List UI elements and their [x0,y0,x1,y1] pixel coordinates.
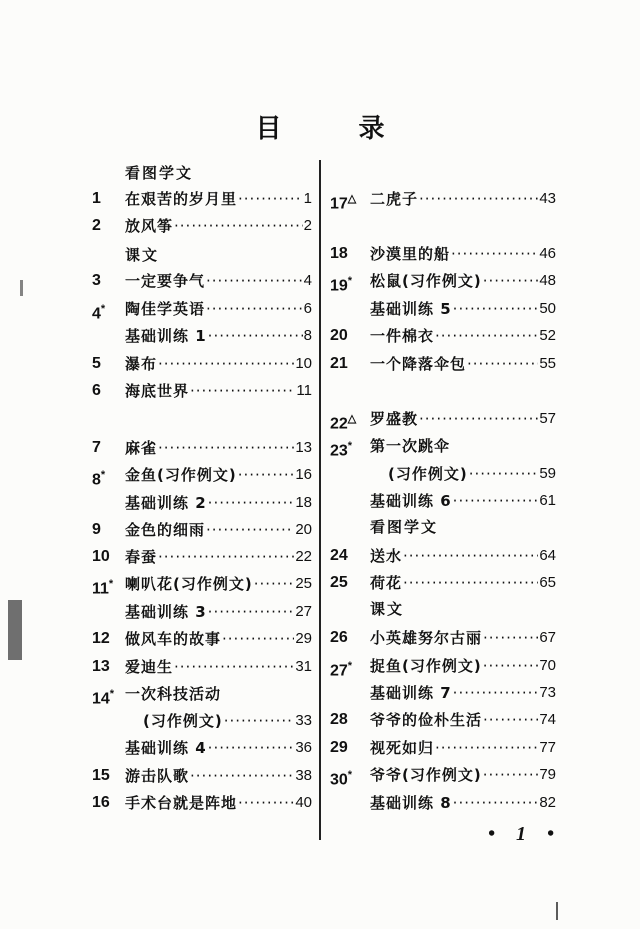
page-ref: 4 [303,272,312,289]
lesson-mark: * [347,275,353,287]
page-ref: 25 [295,575,312,592]
toc-entry [0,351,640,377]
toc-entry [0,296,640,322]
page-ref: 27 [295,603,312,620]
lesson-title: 游击队歌 [125,767,190,785]
toc-entry-line [370,570,556,596]
lesson-mark: * [347,769,353,781]
page-ref: 77 [539,739,556,756]
lesson-title: 捉鱼(习作例文) [370,657,482,675]
page-ref: 59 [539,465,556,482]
toc-entry-line [370,790,556,816]
lesson-number [330,762,352,793]
toc-entry-line [370,653,556,679]
lesson-number-text: 25 [330,574,348,591]
toc-entry [0,241,640,267]
lesson-title: 罗盛教 [370,410,419,428]
scan-speck [20,280,23,296]
toc-entry-line [370,543,556,569]
lesson-number-text: 3 [92,272,101,289]
dot-leader [419,186,538,212]
lesson-title: 基础训练 6 [370,492,452,510]
toc-entry [0,680,640,706]
toc-entry-line [370,186,556,212]
page-ref: 40 [295,794,312,811]
dot-leader [483,707,538,733]
dot-leader [208,599,295,625]
toc-entry [0,735,640,761]
toc-entry [0,707,640,733]
lesson-number [330,735,348,761]
toc-entry-line [370,351,556,377]
dot-leader [451,241,538,267]
toc-entry [0,790,640,816]
lesson-number-text: 9 [92,521,101,538]
lesson-mark: * [100,469,106,481]
toc-entry [0,378,640,404]
page-ref: 2 [303,217,312,234]
dot-leader [453,790,539,816]
page-ref: 18 [295,494,312,511]
toc-entry [0,323,640,349]
lesson-title: 第一次跳伞 [370,437,451,455]
toc-entry [0,488,640,514]
lesson-number-text: 30 [330,771,348,789]
page-ref: 33 [295,712,312,729]
lesson-title: 麻雀 [125,439,158,457]
toc-entry-line [370,680,556,706]
lesson-number-text: 11 [92,580,109,598]
lesson-title: 爱迪生 [125,658,174,676]
toc-entry-line [370,707,556,733]
toc-entry-line [370,296,556,322]
lesson-number [92,213,101,239]
page-ref: 31 [295,658,312,675]
lesson-number [330,323,348,349]
lesson-number [330,433,352,464]
toc-entry-line [370,268,556,294]
lesson-mark: △ [347,193,357,205]
lesson-number-text: 22 [330,415,348,433]
dot-leader [469,461,539,487]
lesson-number-text: 14 [92,690,110,708]
page-ref: 64 [539,547,556,564]
page-ref: 50 [539,300,556,317]
lesson-title: 爷爷(习作例文) [370,766,482,784]
lesson-number [330,625,348,651]
page-ref: 82 [539,794,556,811]
lesson-number-text: 13 [92,658,110,675]
page-ref: 16 [295,466,312,483]
lesson-title: 基础训练 3 [125,603,207,621]
page-ref: 8 [303,327,312,344]
lesson-number [330,570,348,596]
toc-entry [0,186,640,212]
lesson-number [330,268,352,299]
lesson-title: 春蚕 [125,548,158,566]
lesson-number-text: 12 [92,630,110,647]
lesson-number-text: 21 [330,355,348,372]
dot-leader [467,351,538,377]
toc-entry-line [125,599,312,625]
page-ref: 11 [296,382,312,399]
page-ref: 57 [539,410,556,427]
toc-entry [0,570,640,596]
toc-entry-line [388,461,556,487]
lesson-title: 沙漠里的船 [370,245,451,263]
lesson-title: 基础训练 7 [370,684,452,702]
lesson-mark: * [100,303,106,315]
lesson-title: 送水 [370,547,403,565]
page-ref: 22 [295,548,312,565]
toc-entry [0,268,640,294]
page-ref: 1 [303,190,312,207]
lesson-title: 金色的细雨 [125,521,206,539]
lesson-title: 一个降落伞包 [370,355,467,373]
dot-leader [206,517,294,543]
lesson-number-text: 4 [92,305,101,323]
lesson-title: 爷爷的俭朴生活 [370,711,483,729]
lesson-title: 基础训练 4 [125,739,207,757]
lesson-title: 放风筝 [125,217,174,235]
dot-leader [435,735,538,761]
page-ref: 48 [539,272,556,289]
lesson-number-text: 24 [330,547,348,564]
toc-entry-line [370,406,556,432]
scan-speck [556,902,558,920]
lesson-number-text: 23 [330,442,348,460]
page-ref: 55 [539,355,556,372]
lesson-title: 小英雄努尔古丽 [370,629,483,647]
lesson-title: 松鼠(习作例文) [370,272,482,290]
dot-leader [453,680,539,706]
lesson-title: 荷花 [370,574,403,592]
lesson-title: 一次科技活动 [125,685,222,703]
toc-entry [0,517,640,543]
page-ref: 70 [539,657,556,674]
lesson-title: 喇叭花(习作例文) [125,575,253,593]
page-ref: 52 [539,327,556,344]
lesson-mark: * [347,660,353,672]
page-ref: 6 [303,300,312,317]
lesson-title: 基础训练 1 [125,327,207,345]
toc-entry [0,543,640,569]
page-ref: 61 [539,492,556,509]
page-ref: 43 [539,190,556,207]
lesson-title: (习作例文) [143,712,223,730]
page-ref: 38 [295,767,312,784]
lesson-number-text: 20 [330,327,348,344]
toc-entry [0,599,640,625]
lesson-title: 在艰苦的岁月里 [125,190,238,208]
lesson-title: 二虎子 [370,190,419,208]
lesson-mark: * [108,578,114,590]
lesson-number-text: 18 [330,245,348,262]
lesson-number-text: 27 [330,662,348,680]
dot-leader [453,488,539,514]
page-ref: 73 [539,684,556,701]
lesson-number-text: 16 [92,794,110,811]
dot-leader [453,296,539,322]
section-heading-picture-reading-left: 看图学文 [125,164,194,182]
lesson-title: 金鱼(习作例文) [125,466,237,484]
toc-entry-line [370,488,556,514]
lesson-number [330,707,348,733]
lesson-number-text: 10 [92,548,110,565]
lesson-title: 一件棉衣 [370,327,435,345]
lesson-number [330,351,348,377]
dot-leader [483,625,538,651]
section-heading-texts-right: 课文 [370,600,405,618]
toc-entry [0,625,640,651]
lesson-number-text: 15 [92,767,110,784]
lesson-number-text: 5 [92,355,101,372]
dot-leader [403,543,538,569]
lesson-title: 做风车的故事 [125,630,222,648]
lesson-number [330,186,356,217]
dot-leader [419,406,538,432]
lesson-number [92,378,101,404]
lesson-title: 基础训练 8 [370,794,452,812]
toc-entry [0,461,640,487]
toc-entry [0,653,640,679]
page-ref: 79 [539,766,556,783]
lesson-number-text: 17 [330,195,348,213]
lesson-number-text: 19 [330,277,348,295]
page-ref: 29 [295,630,312,647]
lesson-title: 手术台就是阵地 [125,794,238,812]
toc-entry-line [370,241,556,267]
lesson-title: 瀑布 [125,355,158,373]
lesson-mark: △ [347,413,357,425]
section-heading-texts-left: 课文 [125,246,160,264]
page-title: 目 录 [255,114,419,144]
dot-leader [483,653,539,679]
lesson-number-text: 6 [92,382,101,399]
dot-leader [483,762,539,788]
toc-entry-line [370,323,556,349]
page-ref: 36 [295,739,312,756]
lesson-number [330,241,348,267]
toc-entry [0,433,640,459]
toc-entry [0,213,640,239]
page-number: • 1 • [488,823,563,845]
lesson-number [330,543,348,569]
toc-entry-line [125,517,312,543]
lesson-mark: * [109,688,115,700]
lesson-title: 基础训练 5 [370,300,452,318]
lesson-number-text: 2 [92,217,101,234]
toc-entry-line [370,762,556,788]
page-ref: 67 [539,629,556,646]
lesson-title: 基础训练 2 [125,494,207,512]
dot-leader [174,213,303,239]
toc-entry-line [370,433,556,459]
toc-entry-line [370,625,556,651]
toc-entry-line [125,213,312,239]
lesson-number-text: 28 [330,711,348,728]
lesson-title: 视死如归 [370,739,435,757]
page-ref: 13 [295,439,312,456]
page-ref: 46 [539,245,556,262]
lesson-mark: * [347,440,353,452]
lesson-number-text: 26 [330,629,348,646]
lesson-title: 一定要争气 [125,272,206,290]
lesson-number [92,517,101,543]
section-heading-picture-reading-right: 看图学文 [370,518,439,536]
lesson-number-text: 7 [92,439,101,456]
dot-leader [483,268,539,294]
page-ref: 10 [295,355,312,372]
toc-entry [0,762,640,788]
scan-smudge [8,600,22,660]
lesson-number-text: 29 [330,739,348,756]
lesson-number-text: 1 [92,190,101,207]
toc-entry-line [370,735,556,761]
lesson-title: 陶佳学英语 [125,300,206,318]
toc-entry-line [125,378,312,404]
dot-leader [190,378,295,404]
page-ref: 74 [539,711,556,728]
dot-leader [435,323,538,349]
toc-entry [0,406,640,432]
page-ref: 20 [295,521,312,538]
dot-leader [403,570,538,596]
lesson-title: (习作例文) [388,465,468,483]
lesson-number-text: 8 [92,471,101,489]
page-ref: 65 [539,574,556,591]
lesson-title: 海底世界 [125,382,190,400]
